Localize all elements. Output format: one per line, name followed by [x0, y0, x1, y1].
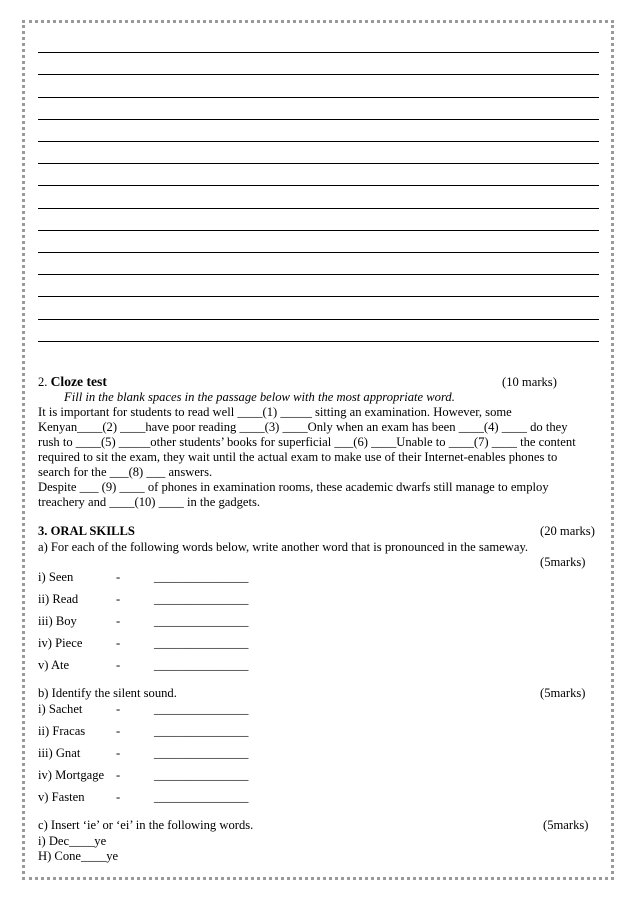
section2-instruction: Fill in the blank spaces in the passage below with the most appropriate word.	[64, 390, 455, 404]
part-a-item-label: v) Ate	[38, 658, 70, 672]
part-b-item-label: ii) Fracas	[38, 724, 86, 738]
part-c-item: H) Cone____ye	[38, 849, 119, 863]
part-a-marks: (5marks)	[540, 555, 586, 569]
answer-blank[interactable]: _______________	[154, 724, 249, 738]
answer-blank[interactable]: _______________	[154, 592, 249, 606]
part-c-marks: (5marks)	[543, 818, 589, 832]
item-dash: -	[116, 570, 121, 584]
item-dash: -	[116, 724, 121, 738]
item-dash: -	[116, 702, 121, 716]
answer-blank[interactable]: _______________	[154, 702, 249, 716]
section2-heading	[38, 374, 107, 390]
answer-blank[interactable]: _______________	[154, 570, 249, 584]
part-b-item-label: iii) Gnat	[38, 746, 81, 760]
answer-blank[interactable]: _______________	[154, 636, 249, 650]
part-b-item-label: v) Fasten	[38, 790, 85, 804]
passage-line: Kenyan____(2) ____have poor reading ____(3) ____Only when an exam has been ____(4) ____ do they	[38, 420, 568, 434]
item-dash: -	[116, 746, 121, 760]
part-b-marks: (5marks)	[540, 686, 586, 700]
writing-line	[38, 52, 599, 53]
item-dash: -	[116, 614, 121, 628]
part-a-item-label: i) Seen	[38, 570, 74, 584]
writing-line	[38, 296, 599, 297]
answer-blank[interactable]: _______________	[154, 746, 249, 760]
part-a-item-label: iii) Boy	[38, 614, 77, 628]
part-c-item: i) Dec____ye	[38, 834, 107, 848]
writing-line	[38, 141, 599, 142]
item-dash: -	[116, 636, 121, 650]
part-b-item-label: i) Sachet	[38, 702, 83, 716]
writing-line	[38, 319, 599, 320]
passage-line: required to sit the exam, they wait until the actual exam to make use of their Internet-enables phones to	[38, 450, 558, 464]
part-b-question: b) Identify the silent sound.	[38, 686, 177, 700]
writing-line	[38, 341, 599, 342]
passage-line: search for the ___(8) ___ answers.	[38, 465, 213, 479]
answer-blank[interactable]: _______________	[154, 790, 249, 804]
passage-line: It is important for students to read well ____(1) _____ sitting an examination. However, some	[38, 405, 512, 419]
part-c-question: c) Insert ‘ie’ or ‘ei’ in the following words.	[38, 818, 254, 832]
writing-line	[38, 97, 599, 98]
writing-line	[38, 274, 599, 275]
section2-marks: (10 marks)	[502, 375, 557, 389]
section3-title: 3. ORAL SKILLS	[38, 524, 135, 538]
writing-line	[38, 163, 599, 164]
item-dash: -	[116, 790, 121, 804]
part-b-item-label: iv) Mortgage	[38, 768, 105, 782]
passage-line: treachery and ____(10) ____ in the gadgets.	[38, 495, 261, 509]
writing-line	[38, 185, 599, 186]
section2-title: Cloze test	[50, 374, 107, 389]
writing-line	[38, 230, 599, 231]
item-dash: -	[116, 768, 121, 782]
section2-number: 2.	[38, 375, 48, 389]
item-dash: -	[116, 592, 121, 606]
answer-blank[interactable]: _______________	[154, 658, 249, 672]
writing-line	[38, 208, 599, 209]
writing-line	[38, 74, 599, 75]
item-dash: -	[116, 658, 121, 672]
part-a-item-label: iv) Piece	[38, 636, 83, 650]
section3-marks: (20 marks)	[540, 524, 595, 538]
writing-line	[38, 252, 599, 253]
passage-line: Despite ___ (9) ____ of phones in examination rooms, these academic dwarfs still manage to employ	[38, 480, 549, 494]
part-a-question: a) For each of the following words below, write another word that is pronounced in the sameway.	[38, 540, 529, 554]
passage-line: rush to ____(5) _____other students’ books for superficial ___(6) ____Unable to ____(7) ____ the content	[38, 435, 576, 449]
part-a-item-label: ii) Read	[38, 592, 79, 606]
writing-line	[38, 119, 599, 120]
answer-blank[interactable]: _______________	[154, 614, 249, 628]
answer-blank[interactable]: _______________	[154, 768, 249, 782]
